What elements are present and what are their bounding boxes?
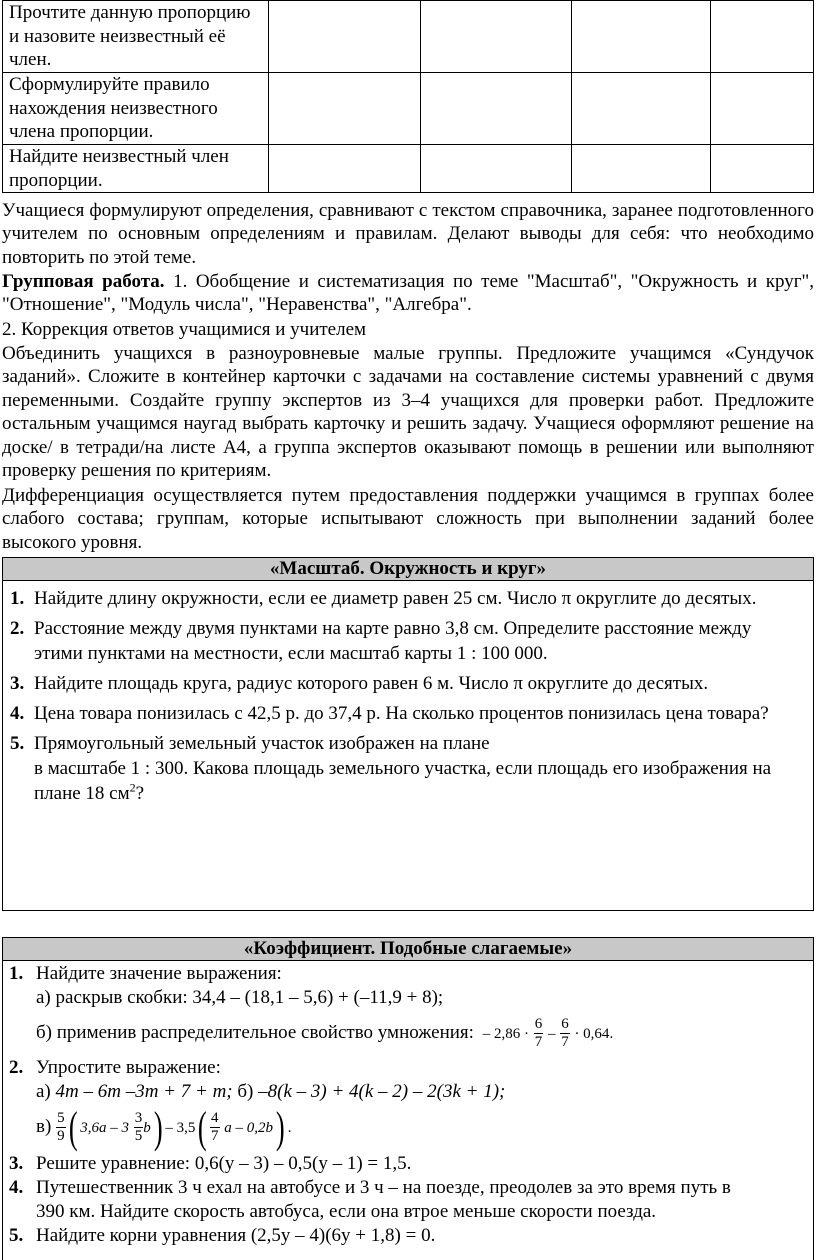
table-row xyxy=(3,73,814,145)
paragraph-differentiation: Дифференциация осуществляется путем предоставления поддержки учащимся в группах более слабого состава; группам, которые испытывают сложность при выполнении заданий более высокого уровня. xyxy=(2,485,814,553)
task-subitem: 390 км. Найдите скорость автобуса, если она втрое меньше скорости поезда. xyxy=(36,1201,657,1222)
task-subitem: а) раскрыв скобки: 34,4 – (18,1 – 5,6) + (–11,9 + 8); xyxy=(36,987,444,1008)
question-cell: Сформулируйте правило нахождения неизвестного члена пропорции. xyxy=(3,73,269,145)
paragraph-definitions: Учащиеся формулируют определения, сравнивают с текстом справочника, заранее подготовленного учителем по основным определениям и правилам. Делают выводы для себя: что необходимо повторить по этой теме. xyxy=(2,200,814,268)
paragraph-group-work xyxy=(2,270,814,317)
list-item: 4. Цена товара понизилась с 42,5 р. до 37,4 р. На сколько процентов понизилась цена товара? xyxy=(10,703,769,724)
list-item: 2. Расстояние между двумя пунктами на карте равно 3,8 см. Определите расстояние между этими пунктами на местности, если масштаб карты 1 : 100 000. xyxy=(10,618,752,664)
task-card-scale xyxy=(2,557,814,911)
list-item: 1. Найдите длину окружности, если ее диаметр равен 25 см. Число π округлите до десятых. xyxy=(10,588,757,609)
table-row xyxy=(3,1,814,73)
question-cell: Прочтите данную пропорцию и назовите неизвестный её член. xyxy=(3,1,269,73)
group-work-text: 1. Обобщение и систематизация по теме "Масштаб", "Окружность и круг", "Отношение", "Модуль числа", "Неравенства", "Алгебра". xyxy=(2,271,814,316)
list-item: 2. Упростите выражение: xyxy=(9,1057,221,1078)
task-list xyxy=(3,962,813,1248)
task-subitem: в) $\frac{5}{9}$ ( 3,6a – 3 $\frac{3}{5}$ b) – 3,5( $\frac{4}{7}$ a – 0,2b) . xyxy=(36,1102,292,1152)
card-title: «Масштаб. Окружность и круг» xyxy=(3,558,813,581)
list-item: 3. Найдите площадь круга, радиус которого равен 6 м. Число π округлите до десятых. xyxy=(10,673,709,694)
question-cell: Найдите неизвестный член пропорции. xyxy=(3,145,269,193)
task-card-coefficient xyxy=(2,937,814,1260)
task-subitem: б) применив распределительное свойство умножения: – 2,86 · $\frac{6}{7}$ – $\frac{6}{7}$ · 0,64. xyxy=(36,1016,614,1051)
paragraph-correction: 2. Коррекция ответов учащимися и учителем xyxy=(2,319,367,340)
list-item: 5. Прямоугольный земельный участок изображен на плане в масштабе 1 : 300. Какова площадь земельного участка, если площадь его изображения на плане 18 $см^2$? xyxy=(10,733,772,804)
list-item: 5. Найдите корни уравнения (2,5y – 4)(6y + 1,8) = 0. xyxy=(9,1225,436,1246)
task-subitem: а) 4m – 6m –3m + 7 + m; б) –8(k – 3) + 4(k – 2) – 2(3k + 1); xyxy=(36,1081,506,1102)
task-list xyxy=(3,586,813,806)
card-title: «Коэффициент. Подобные слагаемые» xyxy=(3,938,813,961)
questions-table xyxy=(2,0,814,193)
list-item: 1. Найдите значение выражения: xyxy=(9,963,282,984)
list-item: 4. Путешественник 3 ч ехал на автобусе и 3 ч – на поезде, преодолев за это время путь в xyxy=(9,1177,731,1198)
paragraph-instructions: Объединить учащихся в разноуровневые малые группы. Предложите учащимся «Сундучок заданий». Сложите в контейнер карточки с задачами на составление системы уравнений с двумя переменными. Создайте группу экспертов из 3–4 учащихся для проверки работ. Предложите остальным учащимся наугад выбрать карточку и решить задачу. Учащиеся оформляют решение на доске/ в тетради/на листе А4, а группа экспертов оказывают помощь в решении или выполняют проверку решения по критериям. xyxy=(2,343,814,482)
list-item: 3. Решите уравнение: 0,6(y – 3) – 0,5(y – 1) = 1,5. xyxy=(9,1153,412,1174)
table-row xyxy=(3,145,814,193)
group-work-label: Групповая работа. xyxy=(2,271,165,292)
